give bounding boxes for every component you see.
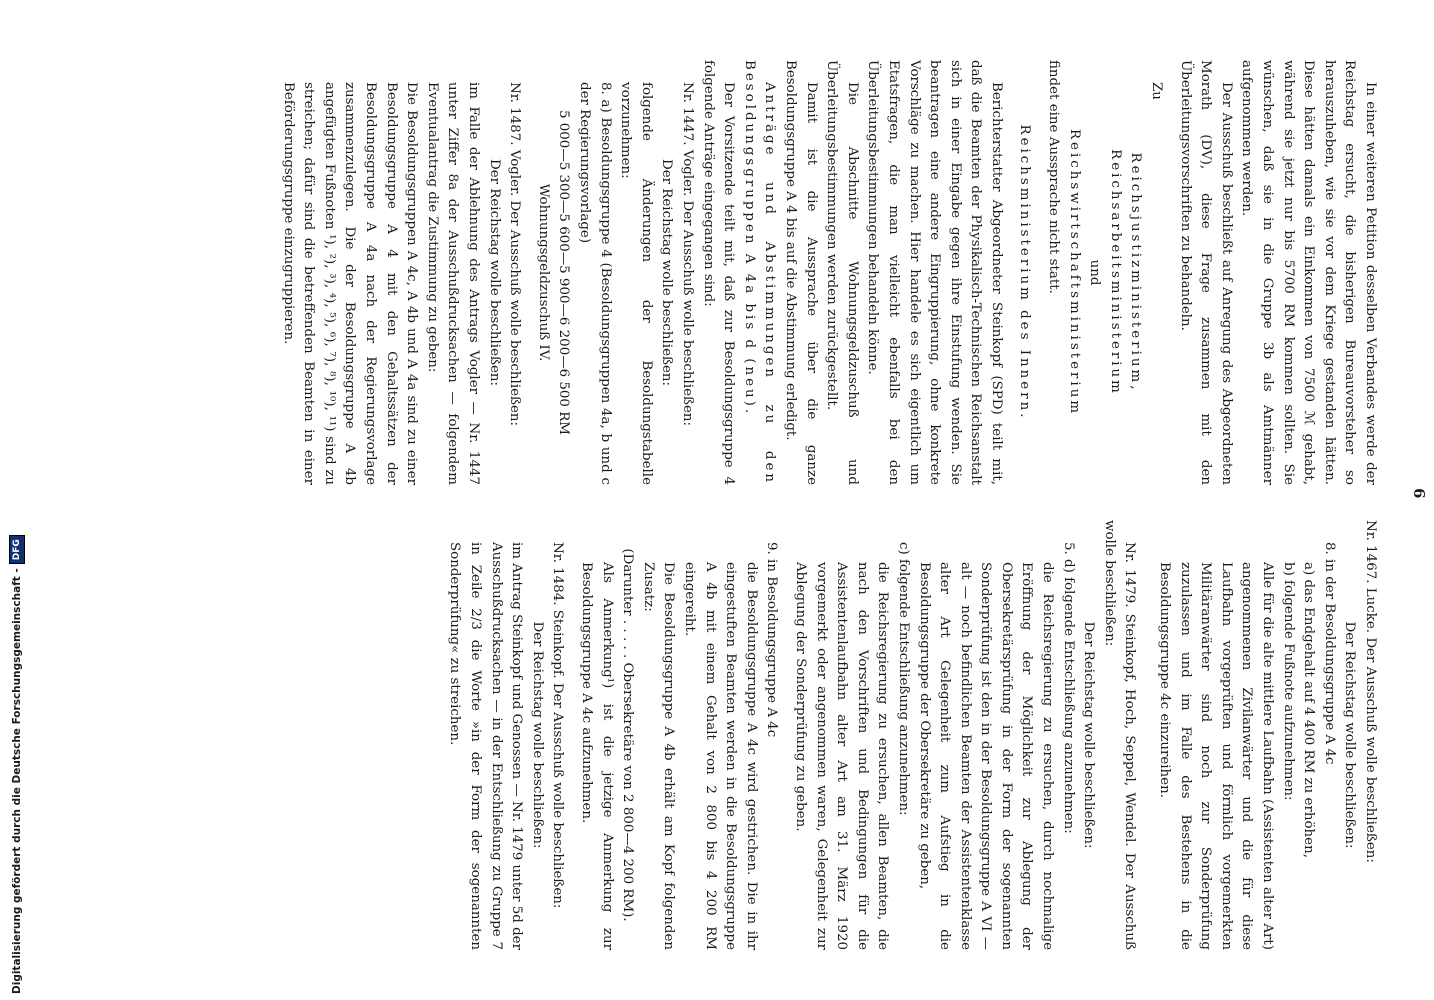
paragraph: Der Reichstag wolle beschließen: xyxy=(486,158,502,387)
paragraph: Der Ausschuß beschließt auf Anregung des Abgeordneten Morath (DV), diese Frage zusammen mit den Überleitungsvorschriften zu behandeln. xyxy=(1177,60,1234,485)
paragraph: Reichsministerium des Innern. xyxy=(1017,124,1033,421)
footer-credit xyxy=(6,0,28,994)
paragraph: Nr. 1447. Vogler. Der Ausschuß wolle beschließen: xyxy=(680,82,695,427)
footer-credit-text: Digitalisierung gefördert durch die Deutsche Forschungsgemeinschaft - xyxy=(11,568,23,994)
paragraph: Nr. 1487. Vogler. Der Ausschuß wolle beschließen: xyxy=(507,82,523,427)
paragraph: die Reichsregierung zu ersuchen, durch nochmalige Eröffnung der Möglichkeit zur Ablegung der Obersekretärsprüfung in der Form der sogenannten Sonderprüfung ist den in der Besoldungsgruppe A VI — alt — noch befindlichen Beamten der Assistentenklasse alter Art Gelegenheit zum Aufstieg in die Besoldungsgruppe der Obersekretäre zu geben, xyxy=(916,562,1056,950)
paragraph: Als Anmerkung¹) ist die jetzige Anmerkung zur Besoldungsgruppe A 4c aufzunehmen. xyxy=(579,562,615,950)
dfg-logo: DFG xyxy=(9,535,25,564)
paragraph: 8. a) Besoldungsgruppe 4 (Besoldungsgruppen 4a, b und c der Regierungsvorlage) xyxy=(577,82,613,485)
text-column-left xyxy=(277,60,1380,485)
spacer xyxy=(1006,60,1014,485)
paragraph: a) das Endgehalt auf 4 400 RM zu erhöhen, xyxy=(1301,562,1317,858)
paragraph: Die Besoldungsgruppe A 4b erhält am Kopf folgenden Zusatz: xyxy=(640,562,677,950)
paragraph: Der Reichstag wolle beschließen: xyxy=(659,158,675,387)
paragraph: In einer weiteren Petition desselben Verbandes werde der Reichstag ersucht, die bisherigen Bureauvorsteher so herauszuheben, wie sie vor dem Kriege gestanden hätten. Diese hätten damals ein Einkommen von 7500 ℳ gehabt, während sie jetzt nur bis 5700 RM kommen sollten. Sie wünschen, daß sie in die Gruppe 3b als Amtmänner aufgenommen werden. xyxy=(1239,60,1378,485)
paragraph: Der Reichstag wolle beschließen: xyxy=(529,621,545,849)
paragraph: 5. d) folgende Entschließung anzunehmen: xyxy=(1060,542,1076,834)
paragraph: Zu xyxy=(1149,82,1165,100)
spacer xyxy=(1035,60,1043,485)
paragraph: Alle für die alte mittlere Laufbahn (Assistenten alter Art) angenommenen Zivilanwärter und die für diese Laufbahn vorgeprüften und förmlich vorgemerkten Militäranwärter sind noch zur Sonderprüfung zuzulassen und im Falle des Bestehens in die Besoldungsgruppe 4c einzureihen. xyxy=(1157,562,1276,950)
spacer xyxy=(567,520,575,950)
paragraph: folgende Änderungen der Besoldungstabelle vorzunehmen: xyxy=(618,82,654,485)
paragraph: Reichsarbeitsministerium xyxy=(1107,149,1123,396)
paragraph: Die Besoldungsgruppen A 4c, A 4b und A 4a sind zu einer Besoldungsgruppe A 4 mit den Gehaltssätzen der Besoldungsgruppe A 4a nach der Regierungsvorlage zusammenzulegen. Die der Besoldungsgruppe A 4b angefügten Fußnoten ¹), ²), ³), ⁴), ⁵), ⁶), ⁷), ⁸), ¹⁰), ¹¹) sind zu streichen; dafür sind die betreffenden Beamten in einer Beförderungsgruppe einzugruppieren. xyxy=(280,82,420,485)
paragraph: Die Abschnitte Wohnungsgeldzuschuß und Überleitungsbestimmungen werden zurückgestellt. xyxy=(824,60,860,485)
paragraph: Reichsjustizministerium, xyxy=(1128,152,1144,393)
paragraph: Berichterstatter Abgeordneter Steinkopf (SPD) teilt mit, daß die Beamten der Physikalisch-Technischen Reichsanstalt sich in einer Eingabe gegen ihre Einstufung wenden. Sie beantragen eine andere Eingruppierung, ohne konkrete Vorschläge zu machen. Hier handele es sich eigentlich um Etatsfragen, die man vielleicht ebenfalls bei den Überleitungsbestimmungen behandeln könne. xyxy=(865,60,1004,485)
paragraph: Reichswirtschaftsministerium xyxy=(1066,128,1082,417)
paragraph: Nr. 1479. Steinkopf, Hoch, Seppel, Wendel. Der Ausschuß wolle beschließen: xyxy=(1101,520,1138,950)
spacer xyxy=(1139,520,1153,950)
paragraph: 5 000—5 300—5 600—5 900—6 200—6 500 RM xyxy=(556,109,572,435)
paragraph: (Darunter . . . . . Obersekretäre von 2 800—4 200 RM). xyxy=(620,548,636,922)
paragraph: Der Reichstag wolle beschließen: xyxy=(1342,621,1358,849)
page-number: 6 xyxy=(1410,488,1428,499)
spacer xyxy=(524,60,532,485)
paragraph: 8. in der Besoldungsgruppe A 4c xyxy=(1321,542,1337,765)
paragraph: Anträge und Abstimmungen zu den Besoldungsgruppen A 4a bis d (neu). xyxy=(741,60,778,485)
paragraph: Der Reichstag wolle beschließen: xyxy=(1081,621,1097,849)
paragraph: 9. in Besoldungsgruppe A 4c xyxy=(764,542,780,738)
spacer xyxy=(781,520,789,950)
paragraph: Nr. 1467. Lucke. Der Ausschuß wolle beschließen: xyxy=(1363,520,1378,863)
paragraph: die Besoldungsgruppe A 4c wird gestrichen. Die in ihr eingestuften Beamten werden in die Besoldungsgruppe A 4b mit einem Gehalt von 2 800 bis 4 200 RM eingereiht. xyxy=(682,562,759,950)
paragraph: findet eine Aussprache nicht statt. xyxy=(1046,60,1062,294)
paragraph: b) folgende Fußnote aufzunehmen: xyxy=(1280,562,1296,801)
spacer xyxy=(1166,60,1174,485)
paragraph: im Antrag Steinkopf und Genossen — Nr. 1479 unter 5d der Ausschußdrucksachen — in der Entschließung zu Gruppe 7 in Zeile 2/3 die Worte »in der Form der sogenannten Sonderprüfung« zu streichen. xyxy=(447,542,525,951)
paragraph: Damit ist die Aussprache über die ganze Besoldungsgruppe A 4 bis auf die Abstimmung erledigt. xyxy=(782,60,819,485)
paragraph: c) folgende Entschließung anzunehmen: xyxy=(895,542,911,816)
text-column-right xyxy=(444,520,1380,950)
paragraph: im Falle der Ablehnung des Antrags Vogler — Nr. 1447 unter Ziffer 8a der Ausschußdrucksachen — folgendem Eventualantrag die Zustimmung zu geben: xyxy=(424,82,482,485)
paragraph: Der Vorsitzende teilt mit, daß zur Besoldungsgruppe 4 folgende Anträge eingegangen sind: xyxy=(700,60,737,485)
paragraph: die Reichsregierung zu ersuchen, allen Beamten, die nach den Vorschriften und Bedingungen für die Assistentenlaufbahn alter Art am 31. März 1920 vorgemerkt oder angenommen waren, Gelegenheit zur Ablegung der Sonderprüfung zu geben. xyxy=(792,562,891,950)
paragraph: Wohnungsgeldzuschuß IV. xyxy=(535,183,551,362)
paragraph: Nr. 1484. Steinkopf. Der Ausschuß wolle beschließen: xyxy=(550,542,566,909)
paragraph: und xyxy=(1087,259,1103,286)
